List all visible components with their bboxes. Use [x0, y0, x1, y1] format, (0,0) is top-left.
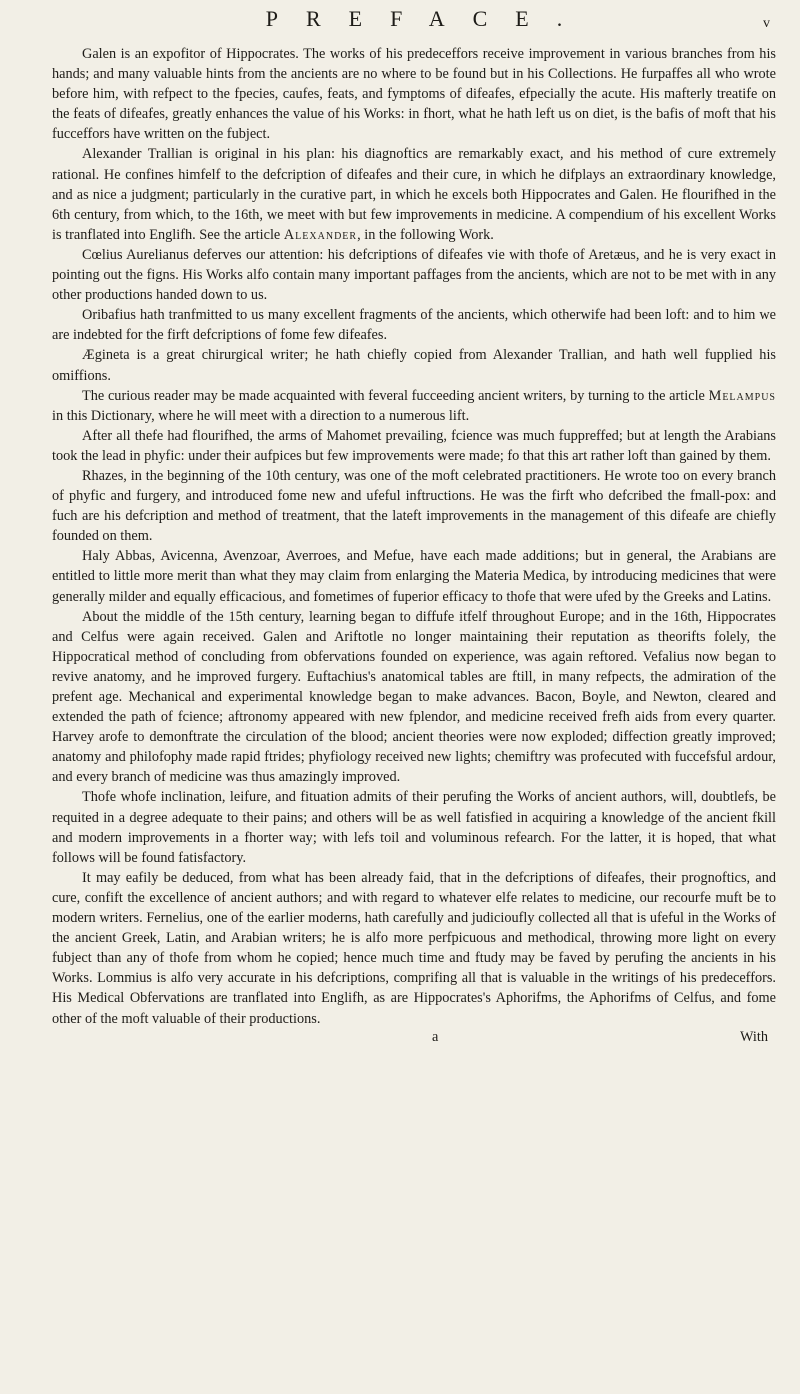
paragraph-melampus-end: in this Dictionary, where he will meet with a direction to a numerous lift.	[52, 407, 470, 424]
paragraph-trallian-text: Alexander Trallian is original in his plan: his diagnoftics are remarkably exact, and his method of cure extremely rational. He confines himfelf to the defcription of difeafes and their cure, in which he difplays an extraordinary knowledge, and as nice a judgment; particularly in the curative part, in which he excels both Hippocrates and Galen. He flourifhed in the 6th century, from which, to the 16th, we meet with but few improvements in medicine. A compendium of his excellent Works is tranflated into Englifh. See the article	[52, 146, 776, 243]
paragraph-haly-abbas: Haly Abbas, Avicenna, Avenzoar, Averroes, and Mefue, have each made additions; but in general, the Arabians are entitled to little more merit than what they may claim from enlarging the Materia Medica, by introducing medicines that were generally milder and equally efficacious, and fometimes of fuperior efficacy to thofe that were ufed by the Greeks and Latins.	[52, 548, 776, 605]
paragraph-rhazes: Rhazes, in the beginning of the 10th century, was one of the moft celebrated practitioners. He wrote too on every branch of phyfic and furgery, and introduced fome new and ufeful inftructions. He was the firft who defcribed the fmall-pox: and fuch are his defcription and method of treatment, that the lateft improvements in the management of this difeafe are chiefly founded on them.	[52, 467, 776, 545]
paragraph-inclination: Thofe whofe inclination, leifure, and fituation admits of their perufing the Works of ancient authors, will, doubtlefs, be requited in a degree adequate to their pains; and others will be as well fatisfied in acquiring a knowledge of the ancient fkill and modern improvements in a fhorter way; with lefs toil and voluminous refearch. For the latter, it is hoped, that what follows will be found fatisfactory.	[52, 789, 776, 866]
paragraph-trallian-end: , in the following Work.	[357, 226, 494, 243]
paragraph-trallian	[52, 144, 776, 244]
page-header	[52, 6, 776, 44]
paragraph-coelius: Cœlius Aurelianus deferves our attention: his defcriptions of difeafes vie with thofe of Aretæus, and he is very exact in pointing out the figns. His Works alfo contain many important paffages from the ancients, which are not to be met with in any other productions handed down to us.	[52, 246, 776, 304]
paragraph-aegineta: Ægineta is a great chirurgical writer; he hath chiefly copied from Alexander Trallian, and hath well fupplied his omiffions.	[52, 347, 776, 384]
paragraph-fifteenth-century: About the middle of the 15th century, learning began to diffufe itfelf throughout Europe; and in the 16th, Hippocrates and Celfus were again received. Galen and Ariftotle no longer maintaining their reputation as theorifts folely, the Hippocratical method of concluding from obfervations founded on experience, was again reftored. Vefalius now began to revive anatomy, and he improved furgery. Euftachius's anatomical tables are ftill, in many refpects, the admiration of the prefent age. Mechanical and experimental knowledge began to make advances. Bacon, Boyle, and Newton, cleared and extended the path of fcience; aftronomy appeared with new fplendor, and medicine received frefh aids from every quarter. Harvey arofe to demonftrate the circulation of the blood; ancient theories were now exploded; diffection greatly improved; anatomy and philofophy made rapid ftrides; phyfiology received new lights; chemiftry was profecuted with fuccefsful ardour, and every branch of medicine was thus amazingly improved.	[52, 608, 776, 786]
signature-mark: a	[432, 1028, 439, 1045]
body-text	[52, 44, 776, 1029]
paragraph-melampus-text: The curious reader may be made acquainted with feveral fucceeding ancient writers, by turning to the article	[82, 387, 709, 404]
catchword: With	[739, 1028, 768, 1045]
cross-reference-melampus: Melampus	[708, 387, 776, 404]
paragraph-deduced: It may eafily be deduced, from what has been already faid, that in the defcriptions of difeafes, their prognoftics, and cure, confift the excellence of ancient authors; and with regard to whatever elfe relates to medicine, our recourfe muft be to modern writers. Fernelius, one of the earlier moderns, hath carefully and judicioufly collected all that is ufeful in the Works of the ancient Greek, Latin, and Arabian writers; he is alfo more perfpicuous and methodical, throwing more light on every fubject than any of thofe from whom he copied; hence much time and ftudy may be faved by perufing the ancients in his Works. Lommius is alfo very accurate in his defcriptions, comprifing all that is valuable in the writings of his predeceffors. His Medical Obfervations are tranflated into Englifh, as are Hippocrates's Aphorifms, the Aphorifms of Celfus, and fome other of the moft valuable of their productions.	[52, 869, 776, 1027]
running-title: PREFACE.	[265, 6, 591, 31]
page-number: v	[763, 16, 770, 31]
paragraph-melampus	[52, 386, 776, 426]
paragraph-galen: Galen is an expofitor of Hippocrates. The works of his predeceffors receive improvement in various branches from his hands; and many valuable hints from the ancients are no where to be found but in his Collections. He furpaffes all who wrote before him, with refpect to the fpecies, caufes, feats, and fymptoms of difeafes, efpecially the acute. His mafterly treatife on the feats of difeafes, greatly enhances the value of his Works: in fhort, what he hath left us on diet, is the bafis of moft that his fucceffors have written on the fubject.	[52, 46, 776, 143]
paragraph-oribasius: Oribafius hath tranfmitted to us many excellent fragments of the ancients, which otherwife had been loft: and to him we are indebted for the firft defcriptions of fome few difeafes.	[52, 307, 776, 344]
paragraph-arabians: After all thefe had flourifhed, the arms of Mahomet prevailing, fcience was much fuppreffed; but at length the Arabians took the lead in phyfic: under their aufpices but few improvements were made; fo that this art rather loft than gained by them.	[52, 427, 776, 464]
page-footer	[52, 1029, 776, 1051]
cross-reference-alexander: Alexander	[283, 226, 358, 243]
